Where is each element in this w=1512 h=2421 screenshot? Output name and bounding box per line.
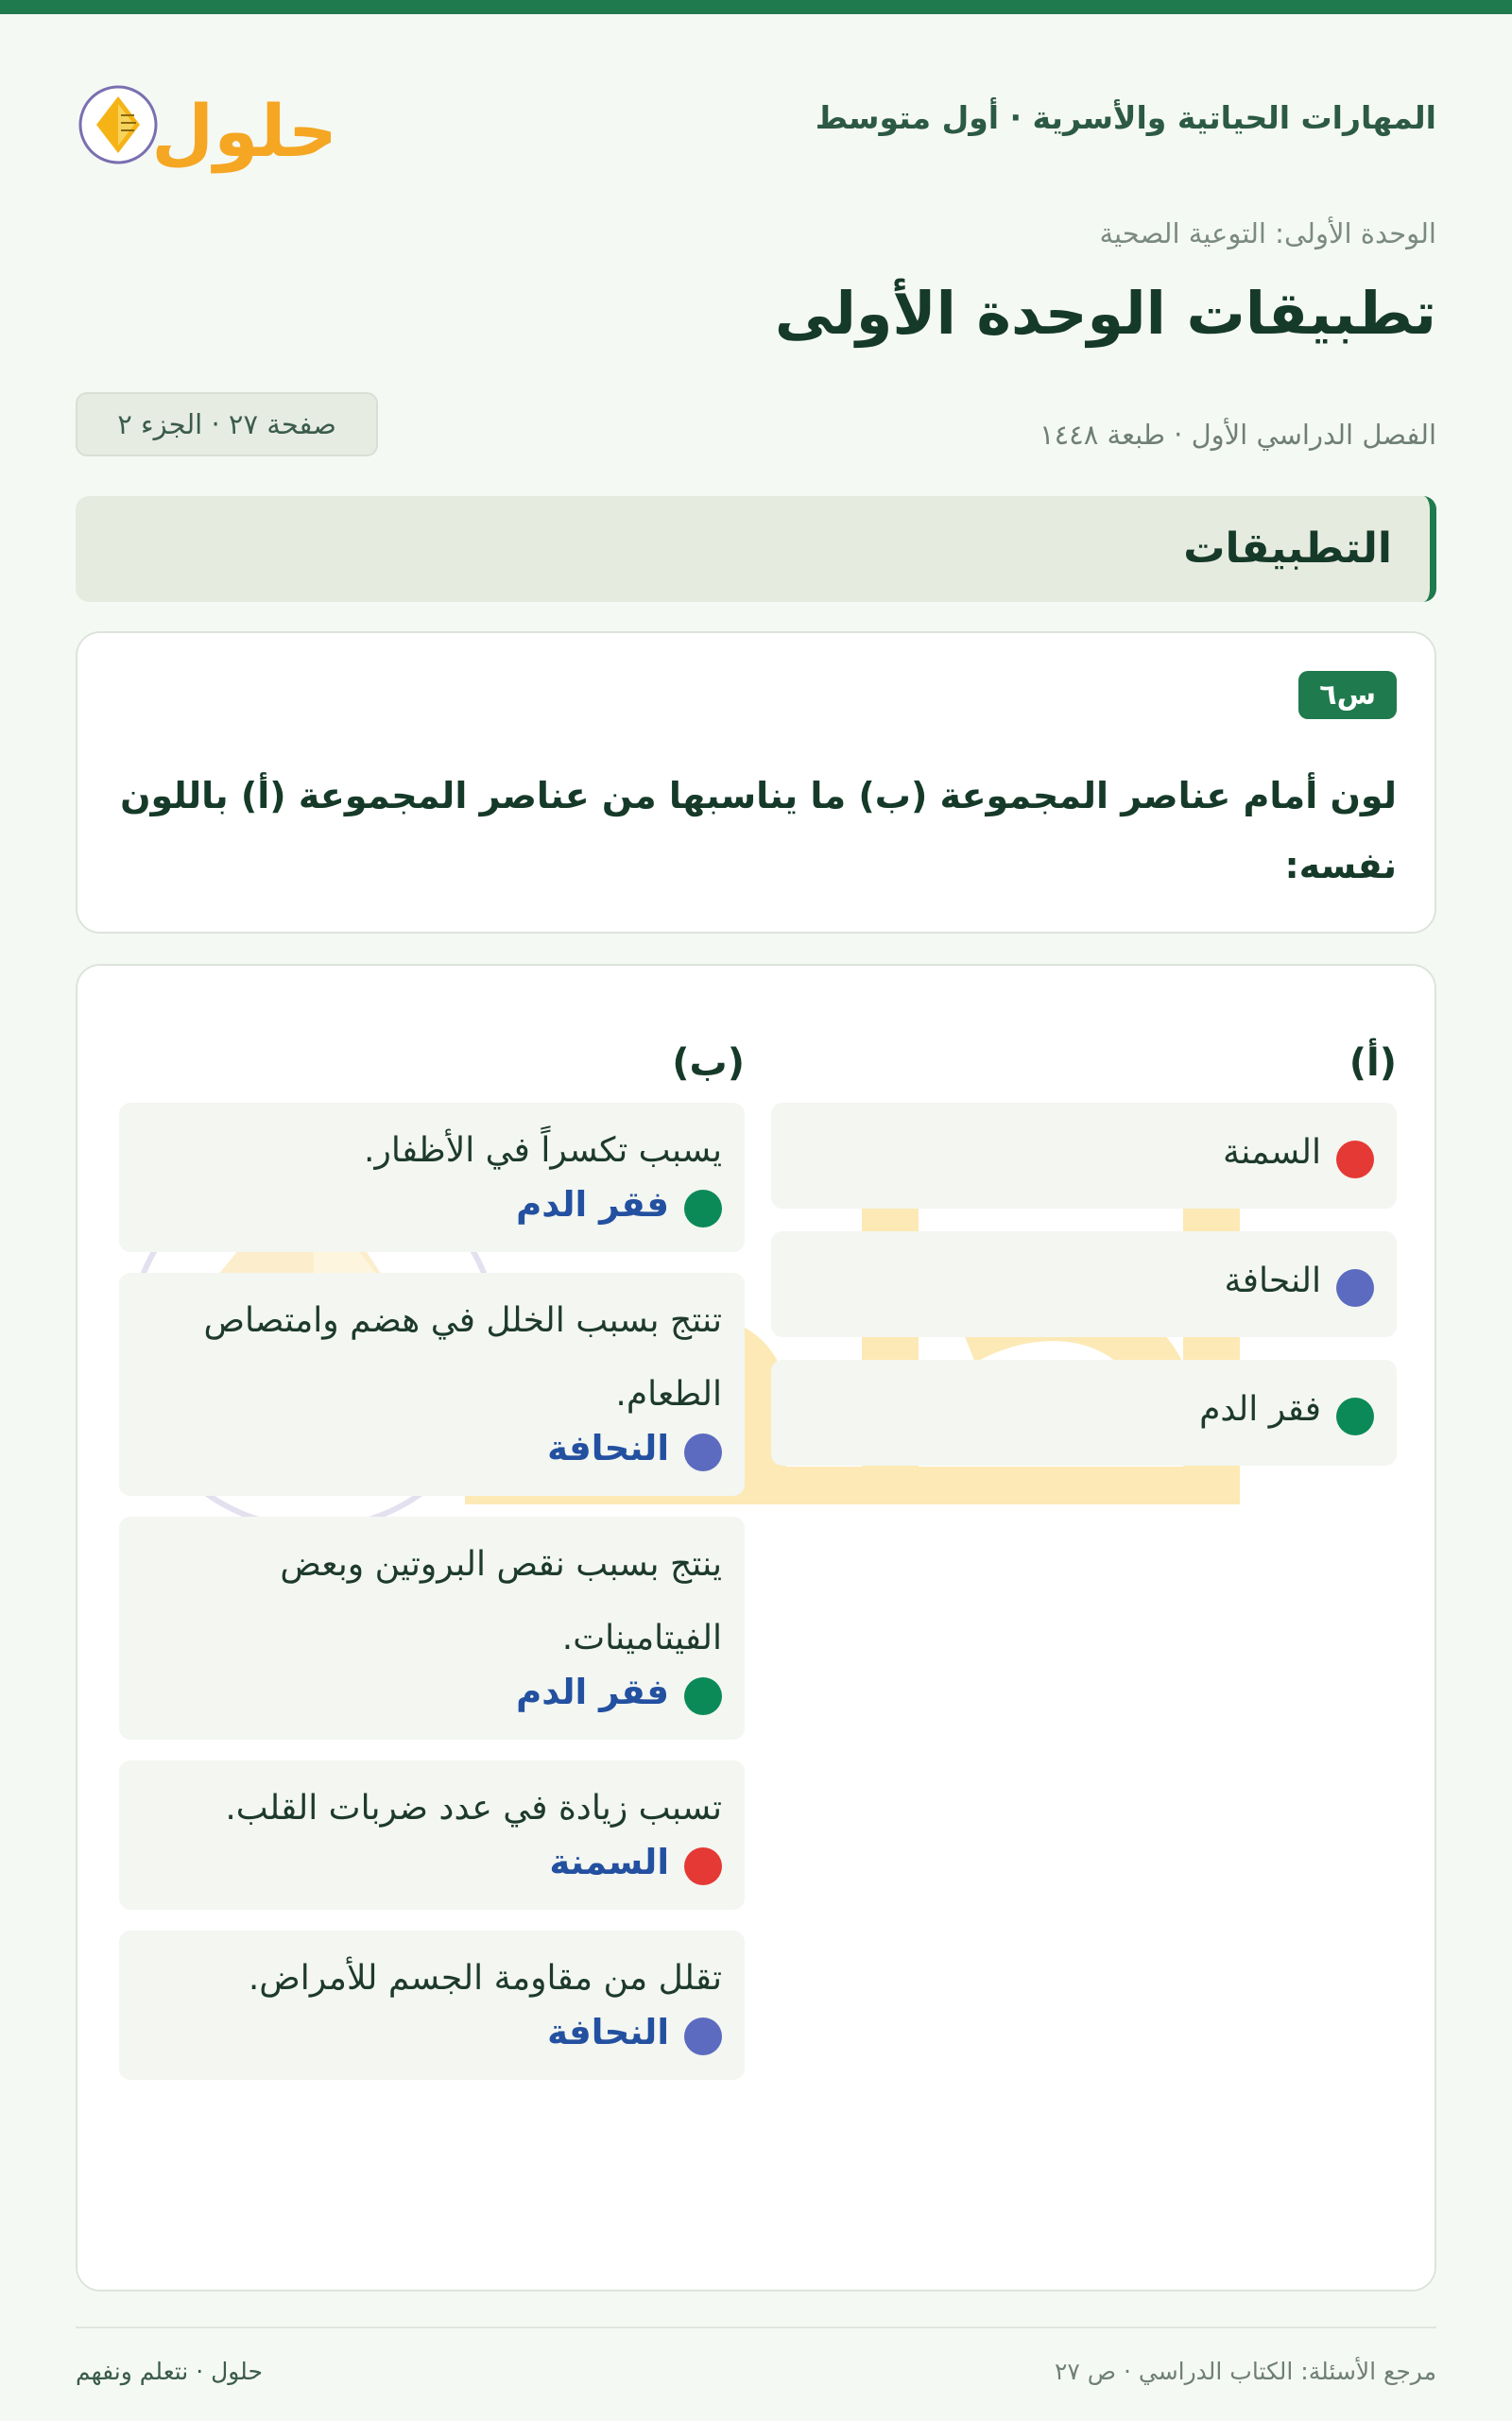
question-text: لون أمام عناصر المجموعة (ب) ما يناسبها من عناصر المجموعة (أ) باللون نفسه:: [120, 775, 1397, 886]
answer-row: [142, 1672, 722, 1717]
page: [76, 14, 1436, 2385]
answer-label: السمنة: [549, 1842, 669, 1882]
color-dot: [684, 1434, 722, 1471]
color-dot: [1336, 1269, 1374, 1307]
group-b-statement: يسبب تكسراً في الأظفار.: [364, 1131, 722, 1170]
group-a-label: النحافة: [1224, 1262, 1321, 1300]
color-dot: [684, 1847, 722, 1885]
group-b-statement: ينتج بسبب نقص البروتين وبعض الفيتامينات.: [280, 1545, 722, 1657]
group-b-statement: تسبب زيادة في عدد ضربات القلب.: [225, 1789, 722, 1828]
book-icon: [76, 66, 331, 180]
group-b-statement: تقلل من مقاومة الجسم للأمراض.: [248, 1959, 722, 1998]
answer-row: [142, 1842, 722, 1887]
section-header: [76, 496, 1436, 602]
footer-divider: [76, 2327, 1436, 2328]
group-a-item: [771, 1360, 1397, 1466]
semester-label: الفصل الدراسي الأول · طبعة ١٤٤٨: [1040, 419, 1436, 451]
answer-row: [142, 2012, 722, 2057]
group-b-item: [119, 1103, 745, 1252]
subject-title: المهارات الحياتية والأسرية · أول متوسط: [815, 99, 1436, 136]
top-accent-bar: [0, 0, 1512, 14]
question-number-badge: س٦: [1298, 671, 1397, 719]
group-a-list: [771, 1103, 1397, 1488]
unit-label: الوحدة الأولى: التوعية الصحية: [1099, 217, 1436, 249]
page-title: تطبيقات الوحدة الأولى: [774, 279, 1436, 348]
group-a-item: [771, 1231, 1397, 1337]
group-a-heading: (أ): [1349, 1041, 1397, 1085]
color-dot: [684, 1677, 722, 1715]
group-b-list: [119, 1103, 745, 2101]
group-b-item: [119, 1517, 745, 1740]
group-b-item: [119, 1931, 745, 2080]
group-a-label: السمنة: [1222, 1133, 1321, 1172]
matching-card: [76, 964, 1436, 2292]
group-b-item: [119, 1760, 745, 1910]
brand-logo[interactable]: [76, 66, 331, 180]
answer-label: النحافة: [547, 2012, 669, 2052]
color-dot: [1336, 1141, 1374, 1178]
group-a-label: فقر الدم: [1199, 1390, 1321, 1429]
question-card: [76, 631, 1436, 934]
meta-row: [76, 392, 1436, 458]
answer-row: [142, 1428, 722, 1473]
header: [76, 14, 1436, 203]
answer-label: فقر الدم: [516, 1184, 669, 1225]
group-b-item: [119, 1273, 745, 1496]
footer-reference: مرجع الأسئلة: الكتاب الدراسي · ص ٢٧: [1054, 2358, 1436, 2385]
group-b-statement: تنتج بسبب الخلل في هضم وامتصاص الطعام.: [203, 1301, 722, 1414]
footer-brand: حلول · نتعلم ونفهم: [76, 2358, 263, 2385]
group-a-item: [771, 1103, 1397, 1209]
color-dot: [684, 1190, 722, 1228]
answer-row: [142, 1184, 722, 1229]
color-dot: [1336, 1398, 1374, 1435]
page-badge: صفحة ٢٧ · الجزء ٢: [76, 392, 378, 456]
group-b-heading: (ب): [672, 1041, 745, 1085]
logo-wordmark: حلول: [151, 89, 331, 173]
section-title: التطبيقات: [1183, 524, 1392, 573]
answer-label: النحافة: [547, 1428, 669, 1468]
answer-label: فقر الدم: [516, 1672, 669, 1712]
color-dot: [684, 2018, 722, 2055]
